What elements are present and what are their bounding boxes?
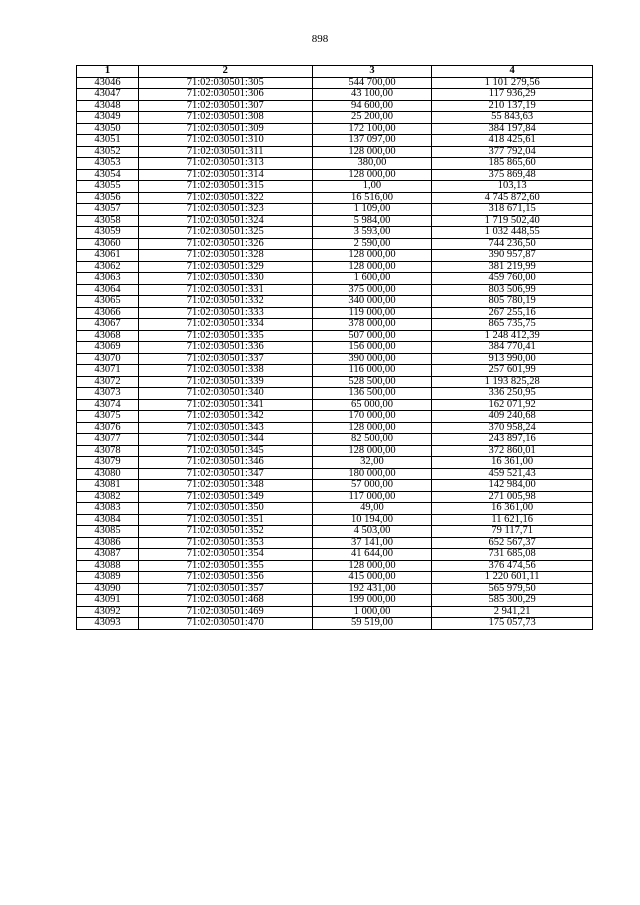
cell-value: 418 425,61 — [432, 135, 593, 147]
table-row — [77, 376, 593, 388]
cell-area: 128 000,00 — [312, 261, 432, 273]
cell-value: 318 671,15 — [432, 204, 593, 216]
table-row — [77, 181, 593, 193]
cell-cadastral-number: 71:02:030501:470 — [138, 618, 312, 630]
cell-area: 1 600,00 — [312, 273, 432, 285]
cell-cadastral-number: 71:02:030501:335 — [138, 330, 312, 342]
cell-cadastral-number: 71:02:030501:337 — [138, 353, 312, 365]
cell-area: 128 000,00 — [312, 422, 432, 434]
cell-value: 370 958,24 — [432, 422, 593, 434]
cell-area: 128 000,00 — [312, 445, 432, 457]
cell-number: 43089 — [77, 572, 139, 584]
cell-cadastral-number: 71:02:030501:357 — [138, 583, 312, 595]
cell-value: 744 236,50 — [432, 238, 593, 250]
cell-number: 43062 — [77, 261, 139, 273]
cell-number: 43051 — [77, 135, 139, 147]
cell-number: 43064 — [77, 284, 139, 296]
cell-area: 10 194,00 — [312, 514, 432, 526]
cell-value: 336 250,95 — [432, 388, 593, 400]
cell-value: 117 936,29 — [432, 89, 593, 101]
cell-number: 43073 — [77, 388, 139, 400]
table-row — [77, 135, 593, 147]
cell-area: 3 593,00 — [312, 227, 432, 239]
table-row — [77, 319, 593, 331]
cell-number: 43092 — [77, 606, 139, 618]
cell-value: 55 843,63 — [432, 112, 593, 124]
cell-number: 43072 — [77, 376, 139, 388]
cell-area: 340 000,00 — [312, 296, 432, 308]
table-row — [77, 250, 593, 262]
cell-cadastral-number: 71:02:030501:326 — [138, 238, 312, 250]
cell-number: 43059 — [77, 227, 139, 239]
cell-number: 43050 — [77, 123, 139, 135]
table-row — [77, 330, 593, 342]
cell-cadastral-number: 71:02:030501:339 — [138, 376, 312, 388]
cell-area: 65 000,00 — [312, 399, 432, 411]
cell-value: 162 071,92 — [432, 399, 593, 411]
cell-area: 2 590,00 — [312, 238, 432, 250]
table-row — [77, 192, 593, 204]
table-row — [77, 89, 593, 101]
cell-cadastral-number: 71:02:030501:324 — [138, 215, 312, 227]
cell-number: 43052 — [77, 146, 139, 158]
cell-cadastral-number: 71:02:030501:346 — [138, 457, 312, 469]
table-row — [77, 100, 593, 112]
cell-value: 243 897,16 — [432, 434, 593, 446]
table-row — [77, 503, 593, 515]
cell-area: 1,00 — [312, 181, 432, 193]
table-row — [77, 606, 593, 618]
column-header-3: 3 — [312, 66, 432, 78]
cell-value: 1 248 412,39 — [432, 330, 593, 342]
cell-cadastral-number: 71:02:030501:469 — [138, 606, 312, 618]
cell-area: 5 984,00 — [312, 215, 432, 227]
table-row — [77, 468, 593, 480]
cell-value: 585 300,29 — [432, 595, 593, 607]
cell-area: 415 000,00 — [312, 572, 432, 584]
cell-area: 1 000,00 — [312, 606, 432, 618]
cell-cadastral-number: 71:02:030501:356 — [138, 572, 312, 584]
cell-cadastral-number: 71:02:030501:338 — [138, 365, 312, 377]
cell-cadastral-number: 71:02:030501:322 — [138, 192, 312, 204]
cell-area: 544 700,00 — [312, 77, 432, 89]
table-header-row — [77, 66, 593, 78]
cell-value: 16 361,00 — [432, 503, 593, 515]
cell-value: 805 780,19 — [432, 296, 593, 308]
cell-number: 43061 — [77, 250, 139, 262]
cell-cadastral-number: 71:02:030501:330 — [138, 273, 312, 285]
cell-value: 1 220 601,11 — [432, 572, 593, 584]
table-row — [77, 342, 593, 354]
cell-area: 82 500,00 — [312, 434, 432, 446]
cell-cadastral-number: 71:02:030501:307 — [138, 100, 312, 112]
data-table — [76, 65, 593, 630]
cell-cadastral-number: 71:02:030501:332 — [138, 296, 312, 308]
table-body — [77, 77, 593, 629]
cell-value: 565 979,50 — [432, 583, 593, 595]
cell-area: 37 141,00 — [312, 537, 432, 549]
cell-number: 43075 — [77, 411, 139, 423]
cell-area: 94 600,00 — [312, 100, 432, 112]
cell-area: 136 500,00 — [312, 388, 432, 400]
cell-number: 43086 — [77, 537, 139, 549]
cell-area: 528 500,00 — [312, 376, 432, 388]
cell-cadastral-number: 71:02:030501:345 — [138, 445, 312, 457]
cell-area: 49,00 — [312, 503, 432, 515]
cell-value: 731 685,08 — [432, 549, 593, 561]
cell-value: 79 117,71 — [432, 526, 593, 538]
cell-value: 372 860,01 — [432, 445, 593, 457]
cell-cadastral-number: 71:02:030501:333 — [138, 307, 312, 319]
cell-number: 43091 — [77, 595, 139, 607]
cell-cadastral-number: 71:02:030501:468 — [138, 595, 312, 607]
cell-number: 43046 — [77, 77, 139, 89]
cell-value: 384 770,41 — [432, 342, 593, 354]
table-row — [77, 572, 593, 584]
cell-cadastral-number: 71:02:030501:343 — [138, 422, 312, 434]
cell-value: 267 255,16 — [432, 307, 593, 319]
cell-cadastral-number: 71:02:030501:325 — [138, 227, 312, 239]
cell-cadastral-number: 71:02:030501:352 — [138, 526, 312, 538]
cell-number: 43076 — [77, 422, 139, 434]
cell-number: 43083 — [77, 503, 139, 515]
table-row — [77, 422, 593, 434]
table-row — [77, 411, 593, 423]
cell-number: 43058 — [77, 215, 139, 227]
cell-cadastral-number: 71:02:030501:340 — [138, 388, 312, 400]
cell-cadastral-number: 71:02:030501:323 — [138, 204, 312, 216]
cell-cadastral-number: 71:02:030501:331 — [138, 284, 312, 296]
cell-cadastral-number: 71:02:030501:328 — [138, 250, 312, 262]
cell-cadastral-number: 71:02:030501:308 — [138, 112, 312, 124]
table-row — [77, 227, 593, 239]
cell-number: 43085 — [77, 526, 139, 538]
column-header-4: 4 — [432, 66, 593, 78]
cell-number: 43080 — [77, 468, 139, 480]
cell-area: 59 519,00 — [312, 618, 432, 630]
cell-value: 175 057,73 — [432, 618, 593, 630]
cell-area: 199 000,00 — [312, 595, 432, 607]
cell-value: 1 719 502,40 — [432, 215, 593, 227]
table-row — [77, 261, 593, 273]
cell-number: 43063 — [77, 273, 139, 285]
cell-area: 57 000,00 — [312, 480, 432, 492]
cell-area: 380,00 — [312, 158, 432, 170]
cell-number: 43084 — [77, 514, 139, 526]
table-row — [77, 273, 593, 285]
cell-area: 41 644,00 — [312, 549, 432, 561]
cell-number: 43082 — [77, 491, 139, 503]
cell-area: 507 000,00 — [312, 330, 432, 342]
cell-number: 43087 — [77, 549, 139, 561]
table-row — [77, 169, 593, 181]
cell-value: 11 621,16 — [432, 514, 593, 526]
table-row — [77, 514, 593, 526]
cell-area: 43 100,00 — [312, 89, 432, 101]
cell-value: 803 506,99 — [432, 284, 593, 296]
cell-area: 128 000,00 — [312, 146, 432, 158]
cell-cadastral-number: 71:02:030501:336 — [138, 342, 312, 354]
table-row — [77, 595, 593, 607]
cell-cadastral-number: 71:02:030501:344 — [138, 434, 312, 446]
cell-number: 43047 — [77, 89, 139, 101]
cell-cadastral-number: 71:02:030501:329 — [138, 261, 312, 273]
cell-area: 119 000,00 — [312, 307, 432, 319]
cell-number: 43054 — [77, 169, 139, 181]
cell-number: 43071 — [77, 365, 139, 377]
cell-number: 43068 — [77, 330, 139, 342]
cell-area: 117 000,00 — [312, 491, 432, 503]
cell-cadastral-number: 71:02:030501:351 — [138, 514, 312, 526]
cell-cadastral-number: 71:02:030501:314 — [138, 169, 312, 181]
cell-number: 43067 — [77, 319, 139, 331]
cell-number: 43077 — [77, 434, 139, 446]
cell-number: 43093 — [77, 618, 139, 630]
cell-number: 43078 — [77, 445, 139, 457]
table-row — [77, 112, 593, 124]
cell-area: 172 100,00 — [312, 123, 432, 135]
cell-value: 257 601,99 — [432, 365, 593, 377]
cell-area: 25 200,00 — [312, 112, 432, 124]
cell-value: 185 865,60 — [432, 158, 593, 170]
table-row — [77, 583, 593, 595]
cell-area: 156 000,00 — [312, 342, 432, 354]
cell-number: 43057 — [77, 204, 139, 216]
cell-value: 375 869,48 — [432, 169, 593, 181]
table-row — [77, 537, 593, 549]
cell-area: 375 000,00 — [312, 284, 432, 296]
table-row — [77, 296, 593, 308]
cell-cadastral-number: 71:02:030501:311 — [138, 146, 312, 158]
table-row — [77, 434, 593, 446]
cell-area: 32,00 — [312, 457, 432, 469]
table-row — [77, 77, 593, 89]
cell-value: 459 521,43 — [432, 468, 593, 480]
cell-value: 409 240,68 — [432, 411, 593, 423]
cell-value: 390 957,87 — [432, 250, 593, 262]
table-row — [77, 204, 593, 216]
cell-number: 43048 — [77, 100, 139, 112]
cell-value: 384 197,84 — [432, 123, 593, 135]
cell-number: 43081 — [77, 480, 139, 492]
cell-area: 170 000,00 — [312, 411, 432, 423]
cell-cadastral-number: 71:02:030501:315 — [138, 181, 312, 193]
cell-area: 180 000,00 — [312, 468, 432, 480]
cell-cadastral-number: 71:02:030501:342 — [138, 411, 312, 423]
table-row — [77, 526, 593, 538]
cell-cadastral-number: 71:02:030501:306 — [138, 89, 312, 101]
cell-cadastral-number: 71:02:030501:349 — [138, 491, 312, 503]
cell-area: 116 000,00 — [312, 365, 432, 377]
cell-cadastral-number: 71:02:030501:341 — [138, 399, 312, 411]
cell-area: 378 000,00 — [312, 319, 432, 331]
cell-value: 1 193 825,28 — [432, 376, 593, 388]
cell-number: 43056 — [77, 192, 139, 204]
cell-area: 16 516,00 — [312, 192, 432, 204]
cell-cadastral-number: 71:02:030501:355 — [138, 560, 312, 572]
table-row — [77, 365, 593, 377]
column-header-1: 1 — [77, 66, 139, 78]
cell-number: 43066 — [77, 307, 139, 319]
cell-number: 43070 — [77, 353, 139, 365]
cell-cadastral-number: 71:02:030501:305 — [138, 77, 312, 89]
cell-number: 43079 — [77, 457, 139, 469]
cell-value: 459 760,00 — [432, 273, 593, 285]
cell-value: 210 137,19 — [432, 100, 593, 112]
table-row — [77, 399, 593, 411]
cell-number: 43074 — [77, 399, 139, 411]
table-row — [77, 158, 593, 170]
cell-value: 16 361,00 — [432, 457, 593, 469]
cell-value: 271 005,98 — [432, 491, 593, 503]
table-row — [77, 618, 593, 630]
cell-value: 913 990,00 — [432, 353, 593, 365]
cell-cadastral-number: 71:02:030501:347 — [138, 468, 312, 480]
cell-number: 43053 — [77, 158, 139, 170]
table-row — [77, 215, 593, 227]
cell-value: 376 474,56 — [432, 560, 593, 572]
cell-cadastral-number: 71:02:030501:354 — [138, 549, 312, 561]
cell-number: 43055 — [77, 181, 139, 193]
cell-area: 390 000,00 — [312, 353, 432, 365]
table-row — [77, 238, 593, 250]
cell-area: 128 000,00 — [312, 250, 432, 262]
cell-value: 103,13 — [432, 181, 593, 193]
cell-area: 4 503,00 — [312, 526, 432, 538]
cell-cadastral-number: 71:02:030501:350 — [138, 503, 312, 515]
table-row — [77, 560, 593, 572]
cell-cadastral-number: 71:02:030501:348 — [138, 480, 312, 492]
cell-cadastral-number: 71:02:030501:309 — [138, 123, 312, 135]
cell-number: 43065 — [77, 296, 139, 308]
cell-number: 43090 — [77, 583, 139, 595]
cell-value: 652 567,37 — [432, 537, 593, 549]
cell-value: 1 101 279,56 — [432, 77, 593, 89]
table-row — [77, 353, 593, 365]
table-row — [77, 123, 593, 135]
table-row — [77, 457, 593, 469]
table-row — [77, 491, 593, 503]
cell-cadastral-number: 71:02:030501:310 — [138, 135, 312, 147]
table-row — [77, 549, 593, 561]
cell-number: 43088 — [77, 560, 139, 572]
table-row — [77, 146, 593, 158]
cell-area: 1 109,00 — [312, 204, 432, 216]
cell-area: 128 000,00 — [312, 560, 432, 572]
cell-number: 43060 — [77, 238, 139, 250]
table-row — [77, 307, 593, 319]
cell-cadastral-number: 71:02:030501:313 — [138, 158, 312, 170]
cell-area: 137 097,00 — [312, 135, 432, 147]
cell-number: 43069 — [77, 342, 139, 354]
cell-area: 128 000,00 — [312, 169, 432, 181]
table-row — [77, 284, 593, 296]
page-number: 898 — [311, 33, 329, 45]
cell-cadastral-number: 71:02:030501:353 — [138, 537, 312, 549]
cell-value: 377 792,04 — [432, 146, 593, 158]
table-row — [77, 480, 593, 492]
cell-value: 2 941,21 — [432, 606, 593, 618]
cell-value: 142 984,00 — [432, 480, 593, 492]
table-row — [77, 388, 593, 400]
cell-cadastral-number: 71:02:030501:334 — [138, 319, 312, 331]
cell-value: 381 219,99 — [432, 261, 593, 273]
cell-value: 4 745 872,60 — [432, 192, 593, 204]
table-row — [77, 445, 593, 457]
cell-value: 865 735,75 — [432, 319, 593, 331]
cell-area: 192 431,00 — [312, 583, 432, 595]
cell-number: 43049 — [77, 112, 139, 124]
column-header-2: 2 — [138, 66, 312, 78]
cell-value: 1 032 448,55 — [432, 227, 593, 239]
